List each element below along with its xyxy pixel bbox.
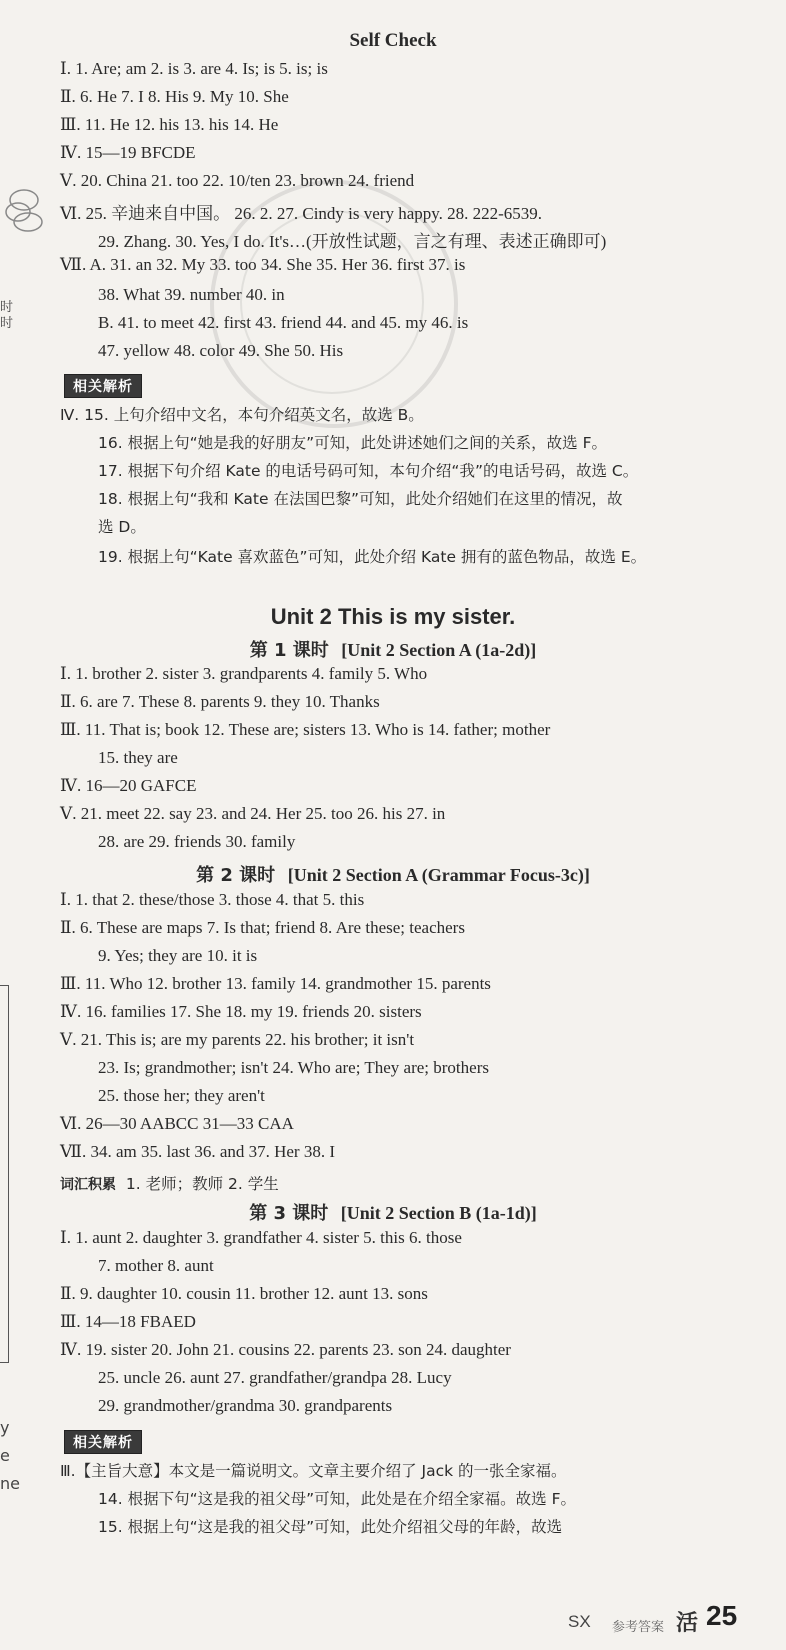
answer-line: Ⅱ. 9. daughter 10. cousin 11. brother 12. aunt 13. sons	[60, 1284, 428, 1303]
analysis-line: 16. 根据上句“她是我的好朋友”可知，此处讲述她们之间的关系，故选 F。	[98, 434, 607, 452]
answer-line: Ⅰ. 1. brother 2. sister 3. grandparents 4. family 5. Who	[60, 664, 428, 683]
analysis-line: 15. 根据上句“这是我的祖父母”可知，此处介绍祖父母的年龄，故选	[98, 1518, 563, 1536]
margin-rule	[8, 985, 9, 1363]
answer-line: Ⅱ. 6. These are maps 7. Is that; friend 8. Are these; teachers	[60, 918, 465, 937]
flower-doodle-icon	[0, 182, 48, 242]
answer-line: Ⅲ. 11. He 12. his 13. his 14. He	[60, 115, 279, 134]
answer-line: Ⅳ. 15—19 BFCDE	[60, 143, 196, 162]
answer-line: Ⅲ. 14—18 FBAED	[60, 1312, 196, 1331]
analysis-line: 18. 根据上句“我和 Kate 在法国巴黎”可知，此处介绍她们在这里的情况，故	[98, 490, 623, 508]
vocab-text: 1. 老师；教师 2. 学生	[125, 1175, 279, 1193]
answer-line: 7. mother 8. aunt	[98, 1256, 214, 1275]
analysis-line: 19. 根据上句“Kate 喜欢蓝色”可知，此处介绍 Kate 拥有的蓝色物品，故选 E。	[98, 548, 647, 566]
margin-rule	[0, 985, 9, 986]
margin-fragment: 时	[0, 316, 14, 331]
answer-line: 23. Is; grandmother; isn't 24. Who are; They are; brothers	[98, 1058, 489, 1077]
analysis-line: 17. 根据下句介绍 Kate 的电话号码可知，本句介绍“我”的电话号码，故选 C。	[98, 462, 639, 480]
answer-line: 9. Yes; they are 10. it is	[98, 946, 258, 965]
answer-line: Ⅴ. 21. This is; are my parents 22. his brother; it isn't	[60, 1030, 415, 1049]
answer-line: Ⅳ. 16. families 17. She 18. my 19. friends 20. sisters	[60, 1002, 422, 1021]
answer-line: 15. they are	[98, 748, 178, 767]
margin-fragment: e	[0, 1446, 10, 1465]
vocab-label: 词汇积累	[60, 1177, 116, 1193]
footer-brand-logo: 活	[676, 1611, 699, 1636]
answer-line: Ⅳ. 16—20 GAFCE	[60, 776, 197, 795]
answer-line: 25. those her; they aren't	[98, 1086, 265, 1105]
analysis-line: 选 D。	[98, 518, 146, 536]
answer-line: Ⅴ. 20. China 21. too 22. 10/ten 23. brown 24. friend	[60, 171, 415, 190]
lesson-title-en: [Unit 2 Section B (1a-1d)]	[340, 1203, 537, 1223]
answer-line: Ⅴ. 21. meet 22. say 23. and 24. Her 25. too 26. his 27. in	[60, 804, 446, 823]
margin-fragment: y	[0, 1418, 10, 1437]
answer-line: Ⅰ. 1. that 2. these/those 3. those 4. that 5. this	[60, 890, 365, 909]
answer-line: 29. grandmother/grandma 30. grandparents	[98, 1396, 393, 1415]
answer-line: Ⅲ. 11. Who 12. brother 13. family 14. grandmother 15. parents	[60, 974, 491, 993]
answer-line: 29. Zhang. 30. Yes, I do. It's…(开放性试题，言之有理、表述正确即可)	[98, 232, 607, 251]
analysis-line: Ⅲ.【主旨大意】本文是一篇说明文。文章主要介绍了 Jack 的一张全家福。	[60, 1462, 567, 1480]
footer-section-label: 参考答案	[612, 1620, 665, 1635]
answer-line: Ⅳ. 19. sister 20. John 21. cousins 22. parents 23. son 24. daughter	[60, 1340, 511, 1359]
lesson-title	[0, 1199, 786, 1225]
lesson-title-en: [Unit 2 Section A (Grammar Focus-3c)]	[287, 865, 590, 885]
lesson-title-cn: 第 1 课时	[249, 640, 329, 661]
answer-line: Ⅲ. 11. That is; book 12. These are; sisters 13. Who is 14. father; mother	[60, 720, 551, 739]
analysis-line: Ⅳ. 15. 上句介绍中文名，本句介绍英文名，故选 B。	[60, 406, 424, 424]
footer-edition: SX	[568, 1612, 591, 1631]
answer-line: Ⅱ. 6. are 7. These 8. parents 9. they 10. Thanks	[60, 692, 380, 711]
analysis-tag: 相关解析	[64, 1430, 142, 1454]
answer-line: Ⅶ. A. 31. an 32. My 33. too 34. She 35. Her 36. first 37. is	[60, 255, 466, 274]
unit-title: Unit 2 This is my sister.	[270, 604, 516, 629]
answer-line: Ⅰ. 1. aunt 2. daughter 3. grandfather 4. sister 5. this 6. those	[60, 1228, 462, 1247]
answer-line: 25. uncle 26. aunt 27. grandfather/grandpa 28. Lucy	[98, 1368, 452, 1387]
lesson-title	[0, 861, 786, 887]
lesson-title-cn: 第 3 课时	[249, 1203, 329, 1224]
analysis-tag: 相关解析	[64, 374, 142, 398]
lesson-title-cn: 第 2 课时	[196, 865, 276, 886]
lesson-title	[0, 636, 786, 662]
lesson-title-en: [Unit 2 Section A (1a-2d)]	[341, 640, 537, 660]
answer-line: Ⅵ. 25. 辛迪来自中国。 26. 2. 27. Cindy is very happy. 28. 222-6539.	[60, 204, 543, 223]
answer-line: Ⅶ. 34. am 35. last 36. and 37. Her 38. I	[60, 1142, 336, 1161]
margin-fragment: 时	[0, 300, 14, 315]
analysis-line: 14. 根据下句“这是我的祖父母”可知，此处是在介绍全家福。故选 F。	[98, 1490, 576, 1508]
page-number: 25	[706, 1600, 738, 1631]
margin-fragment: ne	[0, 1474, 20, 1493]
vocab-line	[60, 1172, 279, 1194]
answer-line: Ⅰ. 1. Are; am 2. is 3. are 4. Is; is 5. is; is	[60, 59, 328, 78]
section-title: Self Check	[349, 30, 437, 51]
answer-line: Ⅵ. 26—30 AABCC 31—33 CAA	[60, 1114, 294, 1133]
answer-line: 28. are 29. friends 30. family	[98, 832, 296, 851]
answer-line: B. 41. to meet 42. first 43. friend 44. and 45. my 46. is	[98, 313, 469, 332]
answer-line: 38. What 39. number 40. in	[98, 285, 285, 304]
answer-line: 47. yellow 48. color 49. She 50. His	[98, 341, 344, 360]
answer-line: Ⅱ. 6. He 7. I 8. His 9. My 10. She	[60, 87, 289, 106]
margin-rule	[0, 1362, 9, 1363]
